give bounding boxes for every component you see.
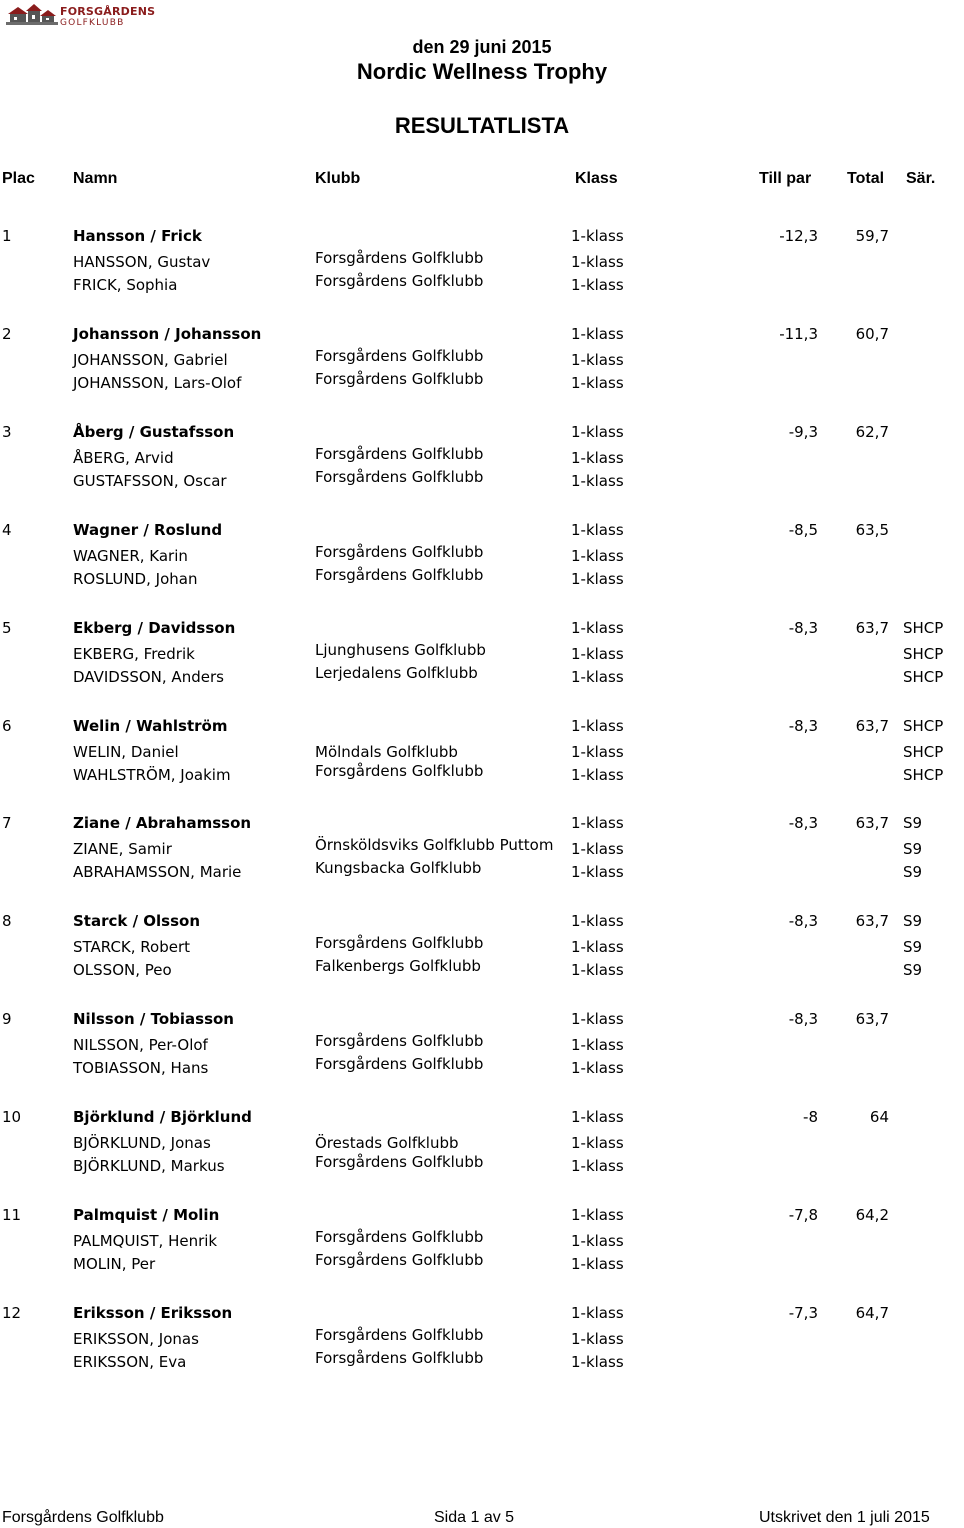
team-to-par: -9,3: [788, 423, 818, 441]
team-class: 1-klass: [571, 1206, 624, 1224]
player-club: Forsgårdens Golfklubb: [315, 1055, 484, 1073]
player-class: 1-klass: [571, 1232, 624, 1250]
team-to-par: -8,3: [788, 912, 818, 930]
team-to-par: -8,3: [788, 619, 818, 637]
team-name: Palmquist / Molin: [73, 1206, 220, 1224]
player-class: 1-klass: [571, 1255, 624, 1273]
player-class: 1-klass: [571, 449, 624, 467]
team-name: Nilsson / Tobiasson: [73, 1010, 234, 1028]
player-class: 1-klass: [571, 1353, 624, 1371]
team-to-par: -11,3: [779, 325, 818, 343]
player-club: Forsgårdens Golfklubb: [315, 762, 484, 780]
result-placement: 8: [2, 912, 12, 930]
player-class: 1-klass: [571, 668, 624, 686]
team-class: 1-klass: [571, 717, 624, 735]
player-tiebreak: SHCP: [903, 766, 944, 784]
player-name: NILSSON, Per-Olof: [73, 1036, 208, 1054]
player-club: Forsgårdens Golfklubb: [315, 1032, 484, 1050]
logo-text-sub: GOLFKLUBB: [60, 18, 125, 28]
team-tiebreak: S9: [903, 912, 923, 930]
player-tiebreak: S9: [903, 961, 923, 979]
player-class: 1-klass: [571, 276, 624, 294]
player-club: Kungsbacka Golfklubb: [315, 859, 482, 877]
player-name: DAVIDSSON, Anders: [73, 668, 224, 686]
player-class: 1-klass: [571, 1330, 624, 1348]
column-header-klass: Klass: [575, 170, 618, 187]
player-name: WAHLSTRÖM, Joakim: [73, 766, 231, 784]
result-placement: 6: [2, 717, 12, 735]
player-name: BJÖRKLUND, Markus: [73, 1157, 225, 1175]
team-total: 63,7: [855, 814, 889, 832]
player-name: ERIKSSON, Jonas: [73, 1330, 199, 1348]
player-club: Forsgårdens Golfklubb: [315, 1326, 484, 1344]
result-placement: 11: [2, 1206, 22, 1224]
team-to-par: -8,5: [788, 521, 818, 539]
result-placement: 1: [2, 227, 12, 245]
team-to-par: -12,3: [779, 227, 818, 245]
team-class: 1-klass: [571, 1108, 624, 1126]
team-total: 63,7: [855, 717, 889, 735]
team-total: 60,7: [855, 325, 889, 343]
player-club: Mölndals Golfklubb: [315, 743, 458, 761]
team-to-par: -8,3: [788, 717, 818, 735]
player-name: FRICK, Sophia: [73, 276, 178, 294]
player-club: Forsgårdens Golfklubb: [315, 1349, 484, 1367]
column-header-sar: Sär.: [906, 170, 936, 187]
player-name: BJÖRKLUND, Jonas: [73, 1134, 211, 1152]
player-name: WELIN, Daniel: [73, 743, 179, 761]
player-club: Örnsköldsviks Golfklubb Puttom: [315, 836, 554, 854]
player-name: WAGNER, Karin: [73, 547, 188, 565]
player-class: 1-klass: [571, 840, 624, 858]
player-name: STARCK, Robert: [73, 938, 191, 956]
player-class: 1-klass: [571, 374, 624, 392]
team-total: 63,7: [855, 1010, 889, 1028]
player-club: Forsgårdens Golfklubb: [315, 1228, 484, 1246]
column-header-klubb: Klubb: [315, 170, 361, 187]
player-class: 1-klass: [571, 1134, 624, 1152]
column-header-namn: Namn: [73, 170, 118, 187]
player-class: 1-klass: [571, 570, 624, 588]
team-class: 1-klass: [571, 521, 624, 539]
team-total: 63,5: [855, 521, 889, 539]
team-to-par: -8,3: [788, 814, 818, 832]
club-logo: [6, 2, 156, 30]
team-class: 1-klass: [571, 619, 624, 637]
player-name: ÅBERG, Arvid: [73, 449, 174, 467]
clubhouse-logo-icon: [6, 2, 58, 30]
player-name: HANSSON, Gustav: [73, 253, 211, 271]
team-total: 62,7: [855, 423, 889, 441]
team-to-par: -7,3: [788, 1304, 818, 1322]
footer-club: Forsgårdens Golfklubb: [2, 1509, 164, 1526]
player-club: Forsgårdens Golfklubb: [315, 543, 484, 561]
player-class: 1-klass: [571, 1036, 624, 1054]
logo-text-main: FORSGÅRDENS: [60, 5, 156, 18]
player-club: Forsgårdens Golfklubb: [315, 272, 484, 290]
team-name: Ekberg / Davidsson: [73, 619, 236, 637]
player-name: ABRAHAMSSON, Marie: [73, 863, 242, 881]
player-name: EKBERG, Fredrik: [73, 645, 195, 663]
player-name: GUSTAFSSON, Oscar: [73, 472, 227, 490]
player-name: ZIANE, Samir: [73, 840, 172, 858]
team-total: 63,7: [855, 619, 889, 637]
player-tiebreak: S9: [903, 863, 923, 881]
team-name: Wagner / Roslund: [73, 521, 223, 539]
player-club: Örestads Golfklubb: [315, 1134, 459, 1152]
team-class: 1-klass: [571, 227, 624, 245]
team-name: Welin / Wahlström: [73, 717, 228, 735]
player-class: 1-klass: [571, 547, 624, 565]
player-club: Lerjedalens Golfklubb: [315, 664, 478, 682]
column-header-total: Total: [847, 170, 885, 187]
team-to-par: -7,8: [788, 1206, 818, 1224]
page-title: RESULTATLISTA: [394, 113, 570, 138]
player-club: Forsgårdens Golfklubb: [315, 445, 484, 463]
player-name: PALMQUIST, Henrik: [73, 1232, 218, 1250]
team-tiebreak: SHCP: [903, 619, 944, 637]
player-tiebreak: S9: [903, 840, 923, 858]
player-class: 1-klass: [571, 1157, 624, 1175]
team-class: 1-klass: [571, 325, 624, 343]
player-class: 1-klass: [571, 351, 624, 369]
player-class: 1-klass: [571, 743, 624, 761]
player-club: Forsgårdens Golfklubb: [315, 934, 484, 952]
result-placement: 7: [2, 814, 12, 832]
team-class: 1-klass: [571, 1304, 624, 1322]
footer-page-number: Sida 1 av 5: [434, 1509, 515, 1526]
player-class: 1-klass: [571, 645, 624, 663]
team-total: 64,2: [855, 1206, 889, 1224]
player-name: TOBIASSON, Hans: [73, 1059, 209, 1077]
player-club: Ljunghusens Golfklubb: [315, 641, 486, 659]
player-club: Forsgårdens Golfklubb: [315, 249, 484, 267]
player-class: 1-klass: [571, 863, 624, 881]
player-club: Forsgårdens Golfklubb: [315, 370, 484, 388]
player-tiebreak: S9: [903, 938, 923, 956]
player-name: JOHANSSON, Gabriel: [73, 351, 228, 369]
team-tiebreak: S9: [903, 814, 923, 832]
player-club: Falkenbergs Golfklubb: [315, 957, 481, 975]
team-total: 59,7: [855, 227, 889, 245]
player-tiebreak: SHCP: [903, 668, 944, 686]
player-name: JOHANSSON, Lars-Olof: [73, 374, 242, 392]
team-name: Johansson / Johansson: [73, 325, 262, 343]
player-class: 1-klass: [571, 766, 624, 784]
team-name: Björklund / Björklund: [73, 1108, 252, 1126]
player-club: Forsgårdens Golfklubb: [315, 566, 484, 584]
result-placement: 3: [2, 423, 12, 441]
team-total: 64: [869, 1108, 889, 1126]
team-to-par: -8: [803, 1108, 818, 1126]
team-total: 63,7: [855, 912, 889, 930]
team-to-par: -8,3: [788, 1010, 818, 1028]
team-class: 1-klass: [571, 423, 624, 441]
player-club: Forsgårdens Golfklubb: [315, 347, 484, 365]
result-placement: 2: [2, 325, 12, 343]
team-tiebreak: SHCP: [903, 717, 944, 735]
player-club: Forsgårdens Golfklubb: [315, 1251, 484, 1269]
result-placement: 9: [2, 1010, 12, 1028]
player-class: 1-klass: [571, 472, 624, 490]
player-club: Forsgårdens Golfklubb: [315, 468, 484, 486]
player-name: OLSSON, Peo: [73, 961, 172, 979]
competition-date: den 29 juni 2015: [412, 37, 552, 57]
result-placement: 10: [2, 1108, 22, 1126]
player-name: ROSLUND, Johan: [73, 570, 198, 588]
player-tiebreak: SHCP: [903, 645, 944, 663]
team-total: 64,7: [855, 1304, 889, 1322]
result-placement: 4: [2, 521, 12, 539]
player-class: 1-klass: [571, 253, 624, 271]
team-class: 1-klass: [571, 1010, 624, 1028]
team-name: Eriksson / Eriksson: [73, 1304, 233, 1322]
column-header-plac: Plac: [2, 170, 35, 187]
player-name: MOLIN, Per: [73, 1255, 156, 1273]
result-placement: 12: [2, 1304, 22, 1322]
player-class: 1-klass: [571, 1059, 624, 1077]
player-name: ERIKSSON, Eva: [73, 1353, 187, 1371]
footer-print-date: Utskrivet den 1 juli 2015: [759, 1509, 930, 1526]
column-header-till-par: Till par: [759, 170, 812, 187]
team-name: Starck / Olsson: [73, 912, 201, 930]
player-class: 1-klass: [571, 938, 624, 956]
player-class: 1-klass: [571, 961, 624, 979]
result-placement: 5: [2, 619, 12, 637]
player-tiebreak: SHCP: [903, 743, 944, 761]
team-class: 1-klass: [571, 814, 624, 832]
player-club: Forsgårdens Golfklubb: [315, 1153, 484, 1171]
team-class: 1-klass: [571, 912, 624, 930]
team-name: Hansson / Frick: [73, 227, 202, 245]
competition-name: Nordic Wellness Trophy: [356, 59, 608, 84]
team-name: Åberg / Gustafsson: [73, 423, 235, 441]
team-name: Ziane / Abrahamsson: [73, 814, 252, 832]
